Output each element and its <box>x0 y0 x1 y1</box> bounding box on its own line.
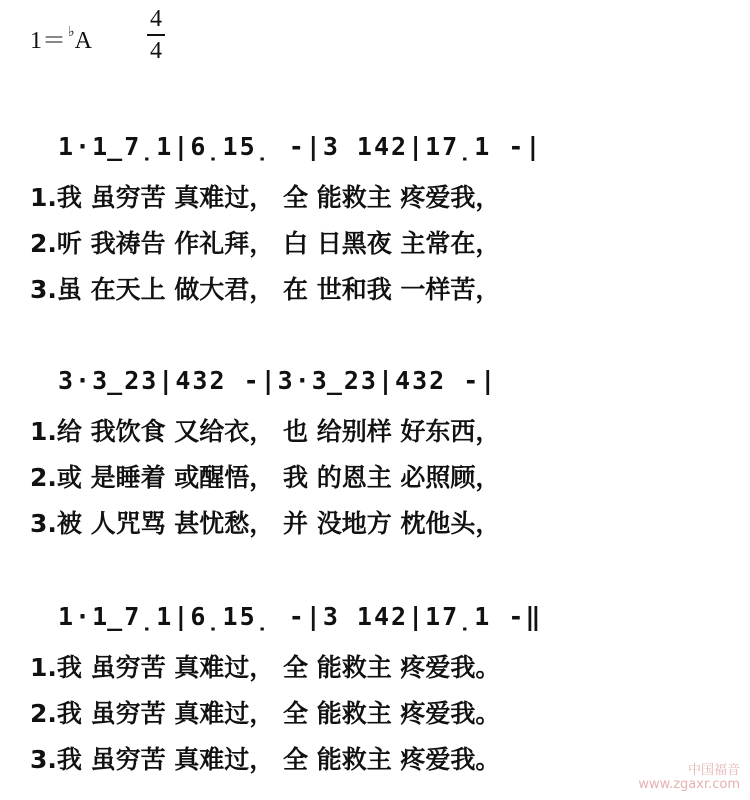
key-note: A <box>74 28 92 54</box>
flat-sign: ♭ <box>68 25 75 40</box>
time-signature-bottom: 4 <box>150 38 162 64</box>
time-signature-top: 4 <box>150 6 162 32</box>
notation-line-2: 3·3̲23|432 -|3·3̲23|432 -| <box>58 366 498 395</box>
lyric-line-2-2: 2.或 是睡着 或醒悟， 我 的恩主 必照顾， <box>30 463 501 492</box>
time-signature <box>146 6 166 64</box>
key-signature <box>30 20 92 55</box>
notation-line-1: 1·1̲7̣1|6̣15̣ -|3 142|17̣1 -| <box>58 132 543 161</box>
watermark-line-1: 中国福音 <box>687 763 740 778</box>
lyric-line-2-3: 3.被 人咒骂 甚忧愁， 并 没地方 枕他头， <box>30 509 501 538</box>
key-prefix: 1＝ <box>30 28 66 54</box>
lyric-line-1-3: 3.虽 在天上 做大君， 在 世和我 一样苦， <box>30 275 501 304</box>
lyric-line-3-2: 2.我 虽穷苦 真难过， 全 能救主 疼爱我。 <box>30 699 501 728</box>
time-signature-rule <box>147 34 165 36</box>
watermark-line-2: www.zgaxr.com <box>638 777 740 792</box>
watermark <box>638 764 740 792</box>
notation-line-3: 1·1̲7̣1|6̣15̣ -|3 142|17̣1 -‖ <box>58 602 543 631</box>
lyric-line-1-2: 2.听 我祷告 作礼拜， 白 日黑夜 主常在， <box>30 229 501 258</box>
lyric-line-1-1: 1.我 虽穷苦 真难过， 全 能救主 疼爱我， <box>30 183 501 212</box>
lyric-line-3-3: 3.我 虽穷苦 真难过， 全 能救主 疼爱我。 <box>30 745 501 774</box>
lyric-line-3-1: 1.我 虽穷苦 真难过， 全 能救主 疼爱我。 <box>30 653 501 682</box>
lyric-line-2-1: 1.给 我饮食 又给衣， 也 给别样 好东西， <box>30 417 501 446</box>
